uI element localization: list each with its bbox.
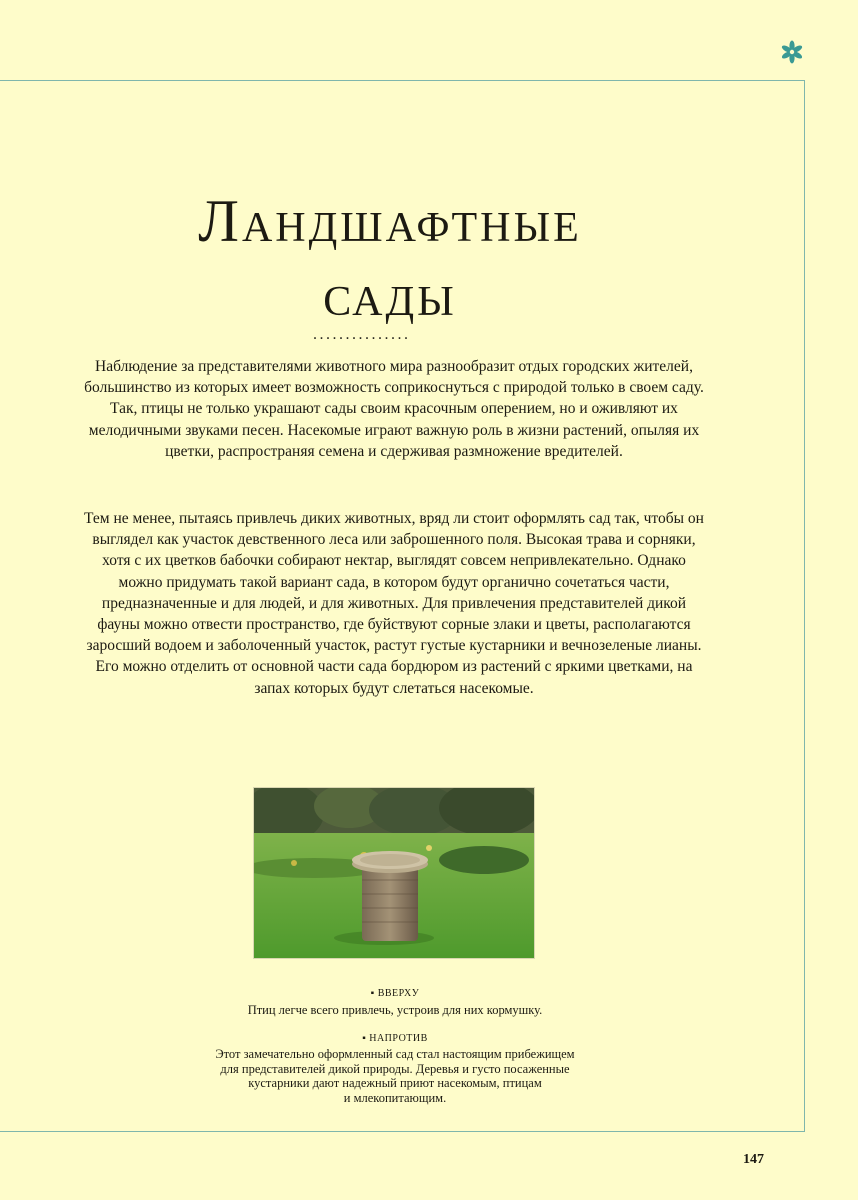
garden-bird-table-photo xyxy=(253,787,535,959)
caption-opposite-text xyxy=(0,1047,790,1105)
caption-opposite-line: Этот замечательно оформленный сад стал настоящим прибежищем xyxy=(215,1047,575,1061)
title-line-1: Ландшафтные xyxy=(198,188,582,254)
caption-opposite-line: кустарники дают надежный приют насекомым, птицам xyxy=(248,1076,542,1090)
caption-top-text: Птиц легче всего привлечь, устроив для них кормушку. xyxy=(247,1003,543,1017)
caption-opposite-heading: ▪ НАПРОТИВ xyxy=(362,1033,428,1044)
intro-paragraph: Наблюдение за представителями животного мира разнообразит отдых городских жителей, большинство из которых имеет возможность соприкоснуться с природой только в своем саду. Так, птицы не только украшают сады своим красочным оперением, но и оживляют их мелодичными звуками песен. Насекомые играют важную роль в жизни растений, опыляя их цветки, распространяя семена и сдерживая размножение вредителей. xyxy=(84,358,704,460)
caption-opposite-line: для представителей дикой природы. Деревья и густо посаженные xyxy=(220,1061,570,1076)
page-number: 147 xyxy=(743,1152,764,1167)
body-paragraph: Тем не менее, пытаясь привлечь диких животных, вряд ли стоит оформлять сад так, чтобы он выглядел как участок девственного леса или заброшенного поля. Высокая трава и сорняки, хотя с их цветков бабочки собирают нектар, выглядят совсем непривлекательно. Однако можно придумать такой вариант сада, в котором будут органично сочетаться части, предназначенные и для людей, и для животных. Для привлечения представителей дикой фауны можно отвести пространство, где буйствуют сорные злаки и цветы, располагаются заросший водоем и заболоченный участок, растут густые кустарники и вечнозеленые лианы. Его можно отделить от основной части сада бордюром из растений с яркими цветками, на запах которых будут слетаться насекомые. xyxy=(84,510,704,697)
title-line-2: сады xyxy=(323,262,457,328)
caption-opposite-line: и млекопитающим. xyxy=(343,1090,447,1105)
page-title xyxy=(0,185,780,331)
snowflake-flower-icon xyxy=(780,40,804,64)
caption-top-heading: ▪ ВВЕРХУ xyxy=(370,988,420,999)
title-divider: ............... xyxy=(313,326,411,343)
